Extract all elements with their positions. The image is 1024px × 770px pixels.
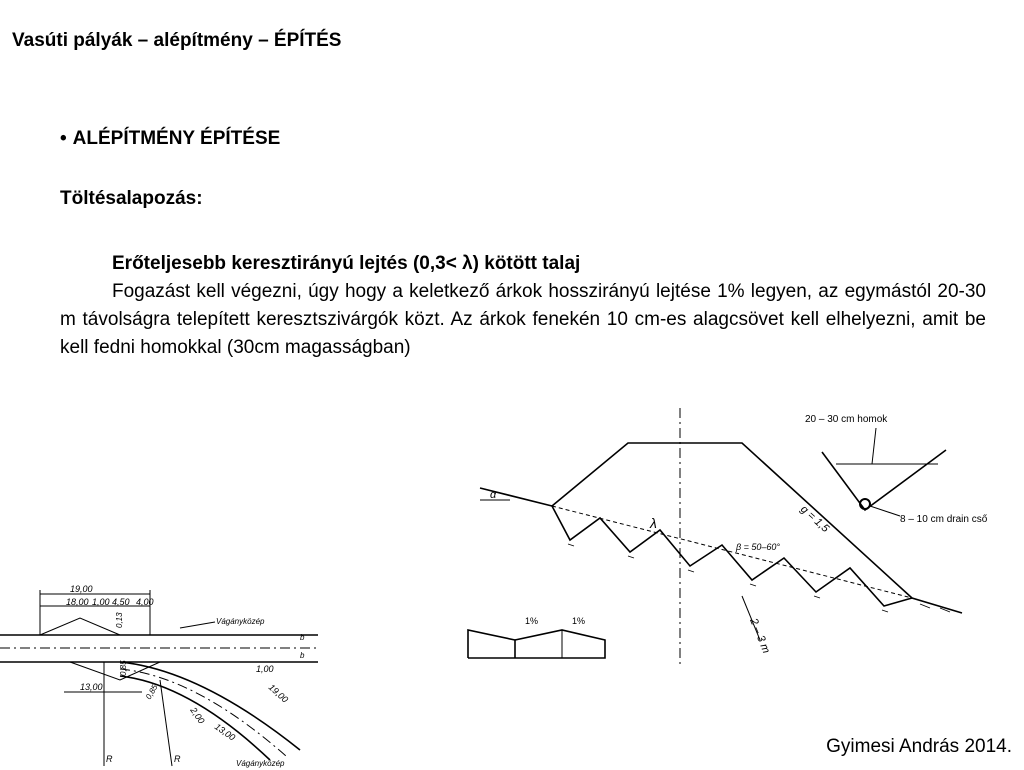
radius-label-2: R (174, 754, 181, 764)
spacing-label: 2 – 3 m (747, 616, 773, 656)
sub-heading: Töltésalapozás: (60, 188, 203, 209)
pct-right-label: 1% (572, 616, 586, 626)
slide-title: Vasúti pályák – alépítmény – ÉPÍTÉS (12, 30, 342, 51)
track-center-leader-top (180, 622, 215, 628)
turnout-diagram (0, 580, 330, 770)
dim-b1: b (300, 633, 305, 642)
body-text (60, 250, 986, 362)
slope-label: g = 1,5 (797, 503, 832, 535)
dim-2: 2,00 (188, 705, 207, 726)
bullet-dot: • (60, 128, 67, 149)
drain-detail (805, 414, 988, 525)
soil-hatching (568, 544, 950, 612)
embankment-outline (552, 443, 962, 613)
sand-label: 20 – 30 cm homok (805, 414, 888, 425)
trench-profile (552, 506, 912, 606)
dim-19: 19,00 (70, 584, 93, 594)
heading-text: ALÉPÍTMÉNY ÉPÍTÉSE (72, 128, 281, 149)
drain-label: 8 – 10 cm drain cső (900, 514, 988, 525)
dim-b2: b (300, 651, 305, 660)
radius-label-1: R (106, 754, 113, 764)
diverging-track-axis (120, 669, 286, 756)
dim-085b: 0,85 (143, 683, 160, 701)
dim-13a: 13,00 (80, 682, 103, 692)
diverging-track-outer (120, 662, 300, 750)
mound-bottom (70, 662, 160, 680)
sand-leader-line (872, 428, 876, 464)
dim-085a: 0,85 (119, 660, 128, 676)
dim-18: 18,00 (66, 597, 89, 607)
bullet-heading (60, 128, 280, 150)
dim-450: 4,50 (112, 597, 130, 607)
dim-4: 4,00 (136, 597, 154, 607)
embankment-diagram (460, 400, 1020, 670)
author-credit: Gyimesi András 2014. (826, 736, 1012, 757)
longitudinal-segment-1 (468, 630, 515, 658)
alpha-label: α (490, 489, 497, 501)
dim-1b: 1,00 (256, 664, 274, 674)
track-center-label-top: Vágányközép (216, 617, 265, 626)
paragraph: Fogazást kell végezni, úgy hogy a keletkező árkok hosszirányú lejtése 1% legyen, az egymástól 20-30 m távolságra telepített keresztszivárgók közt. Az árkok fenekén 10 cm-es alagcsövet kell elhelyezni, amit be kell fedni homokkal (30cm magasságban) (60, 281, 986, 358)
track-center-label-bottom: Vágányközép (236, 759, 285, 768)
dim-13b: 13,00 (212, 721, 238, 743)
radius-line-2 (160, 680, 172, 766)
beta-label: β = 50–60° (736, 542, 781, 552)
lambda-label: λ (650, 515, 657, 531)
dim-013: 0,13 (115, 612, 124, 628)
dim-1a: 1,00 (92, 597, 110, 607)
lambda-slope-line (552, 506, 912, 598)
pct-left-label: 1% (525, 616, 539, 626)
dim-19b: 19,00 (266, 682, 291, 705)
longitudinal-detail (468, 616, 605, 658)
bold-statement: Erőteljesebb keresztirányú lejtés (0,3< λ) kötött talaj (112, 253, 581, 274)
drain-trench-outline (822, 450, 946, 510)
mound-top (40, 618, 120, 635)
drain-leader-line (870, 506, 900, 516)
